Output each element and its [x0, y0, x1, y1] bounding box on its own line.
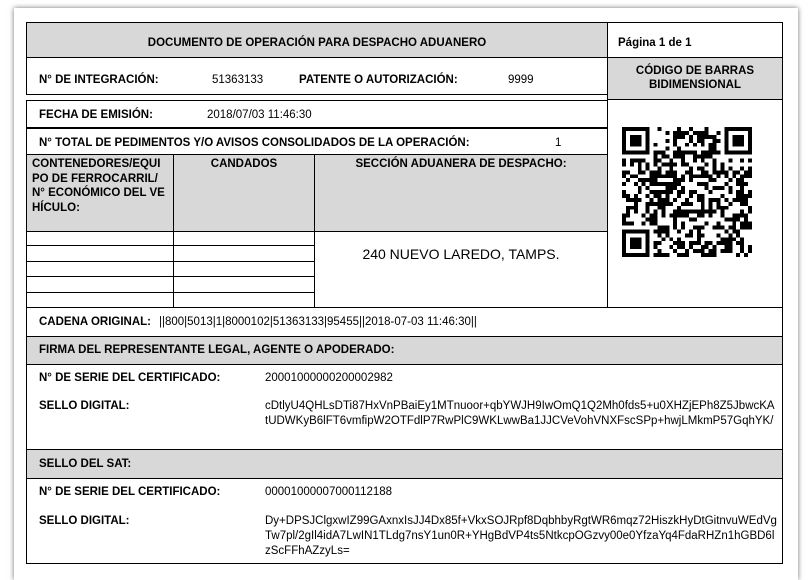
- cadena-label: CADENA ORIGINAL:: [39, 316, 152, 328]
- table-row-divider: [26, 245, 315, 246]
- seccion-value-cell: [314, 231, 608, 308]
- page-number: Página 1 de 1: [618, 37, 692, 49]
- sat-title: SELLO DEL SAT:: [39, 458, 132, 470]
- sat-serie-value: 00001000007000112188: [265, 486, 393, 498]
- firma-sello-label: SELLO DIGITAL:: [39, 400, 130, 412]
- table-row-divider: [26, 292, 315, 293]
- sat-header-cell: [26, 449, 783, 479]
- table-row-divider: [26, 261, 315, 262]
- firma-sello-value: cDtlyU4QHLsDTi87HxVnPBaiEy1MTnuoor+qbYWJH9IwOmQ1Q2Mh0fds5+u0XHZjEPh8Z5JbwcKAtUDWKyB6lFT6vmfipW2OTFdlP7RwPlC9WKLwwBa1JJCVeVohVNXFscSPp+hwjLMkmP57GqhYK/: [265, 400, 775, 427]
- candados-values: [173, 231, 315, 308]
- firma-title: FIRMA DEL REPRESENTANTE LEGAL, AGENTE O APODERADO:: [39, 344, 395, 356]
- qr-code-icon: [622, 127, 752, 257]
- seccion-header: SECCIÓN ADUANERA DE DESPACHO:: [355, 158, 567, 170]
- table-row-divider: [26, 276, 315, 277]
- total-label: N° TOTAL DE PEDIMENTOS Y/O AVISOS CONSOLIDADOS DE LA OPERACIÓN:: [39, 137, 470, 149]
- contenedores-values: [26, 231, 174, 308]
- document-title: DOCUMENTO DE OPERACIÓN PARA DESPACHO ADUANERO: [147, 37, 487, 49]
- emision-label: FECHA DE EMISIÓN:: [39, 109, 153, 121]
- patente-label: PATENTE O AUTORIZACIÓN:: [299, 74, 458, 86]
- total-value: 1: [555, 137, 562, 149]
- cadena-value: ||800|5013|1|8000102|51363133|95455||2018-07-03 11:46:30||: [159, 316, 477, 328]
- integracion-label: N° DE INTEGRACIÓN:: [39, 74, 159, 86]
- seccion-value: 240 NUEVO LAREDO, TAMPS.: [362, 246, 560, 262]
- barcode-label: CÓDIGO DE BARRAS BIDIMENSIONAL: [635, 65, 755, 91]
- integracion-value: 51363133: [212, 74, 264, 86]
- patente-value: 9999: [508, 74, 534, 86]
- sat-sello-value: Dy+DPSJClgxwIZ99GAxnxIsJJ4Dx85f+VkxSOJRpf8DqbhbyRgtWR6mqz72HiszkHyDtGitnvuWEdVgTw7pl/2gIl4idA7LwIN1TLdg7nsY1un0R+YHgBdVP4ts5NtkcpOGzvy00e0YfzaYq4FdaRHZn1hGBD6lzScFFhAZzyLs=: [265, 515, 777, 557]
- candados-header: CANDADOS: [210, 158, 278, 170]
- firma-serie-value: 20001000000200002982: [265, 372, 393, 384]
- document-page: [14, 8, 798, 580]
- emision-value: 2018/07/03 11:46:30: [207, 109, 312, 121]
- sat-sello-label: SELLO DIGITAL:: [39, 515, 130, 527]
- firma-serie-label: N° DE SERIE DEL CERTIFICADO:: [39, 372, 221, 384]
- sat-serie-label: N° DE SERIE DEL CERTIFICADO:: [39, 486, 221, 498]
- contenedores-header: CONTENEDORES/EQUIPO DE FERROCARRIL/N° ECONÓMICO DEL VEHÍCULO:: [32, 158, 165, 214]
